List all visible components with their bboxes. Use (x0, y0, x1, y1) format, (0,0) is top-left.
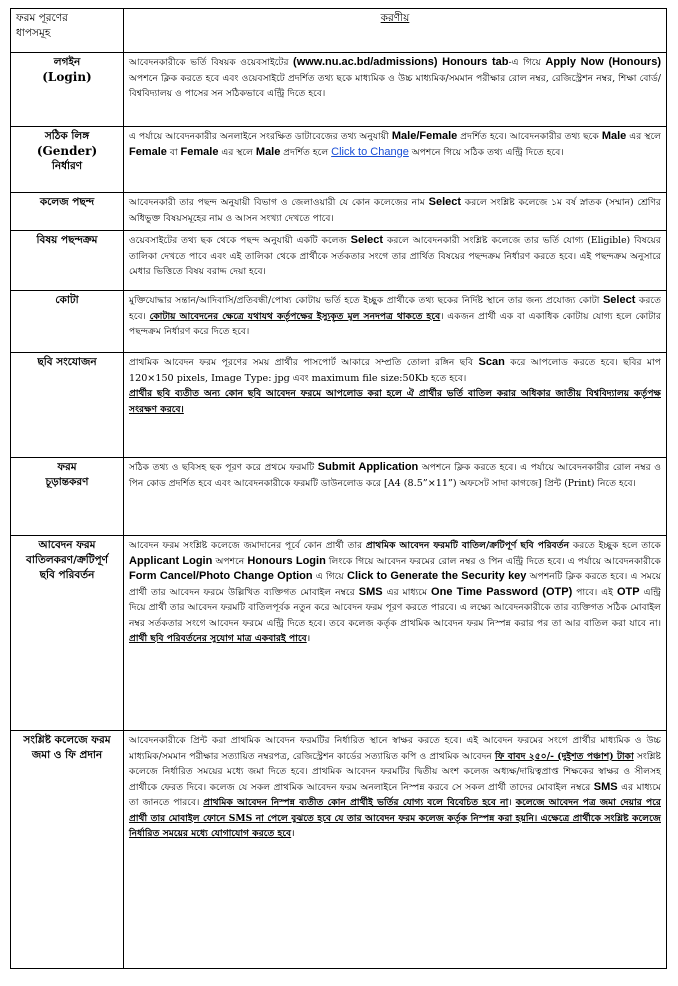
text-bold: Click to Generate the Security key (347, 570, 527, 582)
text: -এ গিয়ে (508, 57, 546, 68)
text: হতে হবে। (428, 372, 467, 384)
step-gender (11, 127, 124, 193)
text: । (291, 828, 295, 839)
text: প্রাথমিক আবেদন ফরম পূরণের সময় প্রার্থীর পাসপোর্ট আকারে সম্প্রতি তোলা রঙ্গিন ছবি (129, 357, 479, 368)
step-label-bn-2: নির্ধারণ (51, 160, 83, 172)
desc-gender (124, 127, 667, 193)
text: করলে সংশ্লিষ্ট কলেজে ১ম বর্ষ স্নাতক (সম্মান) শ্রেণির অধিভুক্ত বিষয়সমূহের নাম ও আসন সংখ্যা দেখতে পাবে। (129, 197, 661, 224)
step-photo (11, 353, 124, 458)
step-label-bn: কোটা (55, 294, 79, 306)
text: আবেদনকারী তার পছন্দ অনুযায়ী বিভাগ ও জেলাওয়ারী যে কোন কলেজের নাম (129, 197, 429, 208)
desc-cancel (124, 536, 667, 731)
text-bold-underline: প্রার্থী ছবি পরিবর্তনের সুযোগ মাত্র একবারই পাবে (129, 633, 307, 644)
text: সঠিক তথ্য ও ছবিসহ ছক পূরণ করে প্রথমে ফরমটি (129, 462, 318, 473)
text: এবং (289, 372, 312, 384)
table-row-login (11, 53, 667, 127)
text: সংশ্লিষ্ট কলেজে নির্ধারিত সময়ের মধ্যে জমা দিতে হবে। প্রাথমিক আবেদন ফরমটির দ্বিতীয় অংশ কলেজ অধ্যক্ষ/দায়িত্বপ্রাপ্ত শিক্ষকের স্বাক্ষর ও সীলসহ প্রার্থীকে ফেরত দিবে। কলেজ যে সকল প্রাথমিক আবেদন ফরম অনলাইনে নিস্পন্ন করবে সে সকল প্রার্থী তাদের মোবাইল নম্বরে (129, 750, 662, 793)
header-steps-line1: ফরম পূরণের (16, 12, 68, 24)
text: এর মাধ্যমে (382, 586, 432, 598)
desc-subject (124, 231, 667, 291)
fee-amount: ফি বাবদ ২৫০/- (দুইশত পঞ্চাশ) টাকা (495, 750, 634, 762)
step-label-bn-3: ছবি পরিবর্তন (39, 569, 95, 581)
text: প্রদর্শিত হবে। আবেদনকারীর তথ্য ছকে (457, 131, 602, 142)
text: । (508, 797, 516, 808)
text-bold: Female (180, 145, 219, 158)
header-actions (124, 9, 667, 53)
step-label-bn: আবেদন ফরম (38, 539, 96, 551)
desc-submission (124, 731, 667, 969)
text-bold: Male (255, 145, 281, 158)
desc-login (124, 53, 667, 127)
click-to-change-link[interactable]: Click to Change (331, 145, 409, 158)
step-label-en: (Gender) (36, 144, 98, 158)
text-bold-underline: কোটায় আবেদনের ক্ষেত্রে যথাযথ কর্তৃপক্ষের ইস্যুকৃত মূল সনদপত্র থাকতে হবে (149, 310, 441, 322)
step-finalize (11, 458, 124, 536)
text: । একজন প্রার্থী এক বা একাধিক কোটায় যোগ্য হলে কোটার পছন্দক্রম নির্ধারণ করে দিতে হবে। (129, 310, 662, 337)
text-bold: Submit Application (317, 461, 419, 473)
step-cancel (11, 536, 124, 731)
text-bold: Honours Login (247, 554, 326, 567)
table-row-photo (11, 353, 667, 458)
text: এর মাধ্যমে তা জানতে পারবে। (129, 781, 661, 808)
text-bold: Female (129, 145, 167, 158)
text-bold: Form Cancel/Photo Change Option (129, 570, 313, 582)
text: লিংকে গিয়ে আবেদন ফরমের রোল নম্বর ও পিন এন্ট্রি দিতে হবে। এ পর্যায়ে আবেদনকারীকে (325, 555, 661, 567)
step-quota (11, 291, 124, 353)
photo-size-spec: 120×150 pixels, Image Type: jpg (129, 372, 290, 384)
text: । (306, 633, 311, 644)
table-row-cancel (11, 536, 667, 731)
photo-filesize-spec: maximum file size:50Kb (311, 372, 429, 384)
text: অপশনে (212, 555, 248, 567)
text: এর স্থলে (626, 131, 661, 142)
step-label-bn-2: চূড়ান্তকরণ (45, 476, 89, 488)
header-actions-label: করণীয় (380, 12, 410, 24)
text: আবেদনকারীকে প্রিন্ট করা প্রাথমিক আবেদন ফরমটির নির্ধারিত স্থানে স্বাক্ষর করতে হবে। এই আবেদন ফরমের সংগে প্রার্থীর মাধ্যমিক ও উচ্চ মাধ্যমিক/সমমান পরীক্ষার সত্যায়িত নম্বরপত্র, রেজিস্ট্রেশন কার্ডের সত্যায়িত কপি ও প্রাথমিক আবেদন (129, 735, 661, 762)
step-label-bn-2: জমা ও ফি প্রদান (31, 749, 103, 761)
text-bold: SMS (358, 585, 383, 598)
text: করতে হবে। (129, 295, 661, 322)
text: অপশনে গিয়ে সঠিক তথ্য এন্ট্রি দিতে হবে। (408, 146, 564, 158)
text-bold-underline: প্রার্থীর ছবি ব্যতীত অন্য কোন ছবি আবেদন ফরমে আপলোড করা হলে ঐ প্রার্থীর ভর্তি বাতিল করার অধিকার জাতীয় বিশ্ববিদ্যালয় কর্তৃপক্ষ সংরক্ষণ করবে। (129, 388, 661, 415)
text-bold: Select (428, 196, 462, 208)
text: আবেদন ফরম সংশ্লিষ্ট কলেজে জমাদানের পূর্বে কোন প্রার্থী তার (129, 540, 366, 551)
text: করে আপলোড করতে হবে। ছবির মাপ (504, 357, 661, 368)
step-submission (11, 731, 124, 969)
step-login (11, 53, 124, 127)
text: এন্ট্রি দিয়ে প্রার্থী তার আবেদন ফরমটি বাতিলপূর্বক নতুন করে আবেদন ফরম পূরণ করতে পারবে। এ লক্ষ্যে আবেদনকারীকে তার ব্যক্তিগত সঠিক মোবাইল নম্বর সর্তকতার সংগে আবেদন ফরমে এন্ট্রি দিতে হবে। তবে কলেজ কর্তৃক প্রাথমিক আবেদন ফরম নিস্পন্ন করার পর তা আর বাতিল করা যাবে না। (129, 586, 661, 629)
desc-finalize (124, 458, 667, 536)
photo-para-2 (129, 386, 661, 417)
step-label-bn: সঠিক লিঙ্গ (44, 130, 90, 142)
step-label-bn: সংশ্লিষ্ট কলেজে ফরম (23, 734, 111, 746)
desc-photo (124, 353, 667, 458)
step-label-bn-2: বাতিলকরণ/ক্রটিপূর্ণ (26, 554, 108, 566)
text-bold: SMS (593, 780, 618, 793)
text-bold-underline: কলেজে আবেদন পত্র জমা দেয়ার পরে প্রার্থী তার মোবাইল ফোনে SMS না পেলে বুঝতে হবে যে তার আবেদন ফরম কলেজ কর্তৃক নিস্পন্ন করা হয়নি। এক্ষেত্রে প্রার্থীকে সংশ্লিষ্ট কলেজে নির্ধারিত সময়ের মধ্যে যোগাযোগ করতে হবে (129, 797, 661, 839)
text: আবেদনকারীকে ভর্তি বিষয়ক ওয়েবসাইটের (129, 57, 294, 68)
text: ওয়েবসাইটের তথ্য ছক থেকে পছন্দ অনুযায়ী একটি কলেজ (129, 235, 351, 246)
text-bold: One Time Password (OTP) (431, 585, 573, 598)
step-label-bn: কলেজ পছন্দ (39, 196, 95, 208)
table-row-gender (11, 127, 667, 193)
apply-now-option: Apply Now (Honours) (545, 56, 661, 68)
text: করতে ইচ্ছুক হলে তাকে (569, 540, 661, 551)
table-row-submission (11, 731, 667, 969)
text-bold: প্রাথমিক আবেদন ফরমটি বাতিল/ক্রটিপূর্ণ ছবি পরিবর্তন (365, 540, 570, 551)
header-steps (11, 9, 124, 53)
text: এ গিয়ে (312, 571, 348, 582)
step-label-bn: ফরম (57, 461, 77, 473)
desc-quota (124, 291, 667, 353)
text: প্রদর্শিত হলে (280, 146, 332, 158)
table-row-college (11, 193, 667, 231)
admission-steps-table (10, 8, 667, 969)
step-label-bn: লগইন (53, 56, 81, 68)
table-row-finalize (11, 458, 667, 536)
step-college (11, 193, 124, 231)
text: পাবে। এই (572, 586, 617, 598)
text: অপশনটি ক্লিক করতে হবে। এ সময়ে প্রার্থী তার আবেদন ফরমে উল্লিখিত ব্যক্তিগত মোবাইল নম্বরে (129, 571, 661, 598)
text: বা (166, 146, 181, 158)
step-label-bn: বিষয় পছন্দক্রম (36, 234, 98, 246)
table-header-row (11, 9, 667, 53)
text: অপশনে ক্লিক করতে হবে। এ পর্যায়ে আবেদনকারীর রোল নম্বর ও পিন কোড প্রদর্শিত হবে এবং আবেদনকারীকে ফরমটি ডাউনলোড করে (129, 462, 661, 489)
text-bold: Scan (478, 356, 505, 368)
text-bold: Applicant Login (129, 554, 213, 567)
header-steps-line2: ধাপসমূহ (16, 27, 51, 39)
text: মুক্তিযোদ্ধার সন্তান/আদিবাসি/প্রতিবন্ধী/পোষ্য কোটায় ভর্তি হতে ইচ্ছুক প্রার্থীকে তথ্য ছকের নির্দিষ্ট স্থানে তার জন্য প্রযোজ্য কোটা (129, 295, 603, 306)
text-bold: OTP (617, 585, 640, 598)
table-row-subject (11, 231, 667, 291)
table-row-quota (11, 291, 667, 353)
text: অফসেট সাদা কাগজে] প্রিন্ট (Print) নিতে হবে। (456, 477, 636, 489)
photo-para-1 (129, 355, 661, 386)
desc-college (124, 193, 667, 231)
text-bold-underline: প্রাথমিক আবেদন নিস্পন্ন ব্যতীত কোন প্রার্থীই ভর্তির যোগ্য বলে বিবেচিত হবে না (203, 797, 509, 808)
step-label-bn: ছবি সংযোজন (37, 356, 97, 368)
text-bold: Select (350, 234, 384, 246)
paper-size-spec: [A4 (8.5”×11”) (383, 477, 457, 489)
text: অপশনে ক্লিক করতে হবে এবং ওয়েবসাইটে প্রদর্শিত তথ্য ছকে মাধ্যমিক ও উচ্চ মাধ্যমিক/সমমান পরীক্ষার রোল নম্বর, রেজিস্ট্রেশন নম্বর, শিক্ষা বোর্ড/বিশ্ববিদ্যালয় ও পাসের সন সঠিকভাবে এন্ট্রি দিতে হবে। (129, 72, 661, 99)
text-bold: Select (602, 294, 636, 306)
text: এর স্থলে (218, 146, 256, 158)
text: করলে আবেদনকারী সংশ্লিষ্ট কলেজে তার ভর্তি যোগ্য (Eligible) বিষয়ের তালিকা দেখতে পাবে এবং এই তালিকা থেকে প্রার্থীকে সর্তকতার সংগে তার প্রার্থিত বিষয়ের পছন্দক্রম নির্ধারণ করতে হবে। এই পছন্দক্রম অনুসারে মেধার ভিত্তিতে বিষয় বরাদ্দ দেয়া হবে। (129, 235, 661, 277)
step-label-en: (Login) (42, 70, 92, 84)
admissions-url: (www.nu.ac.bd/admissions) Honours tab (293, 56, 509, 68)
text-bold: Male (601, 130, 627, 142)
step-subject (11, 231, 124, 291)
text-bold: Male/Female (391, 130, 458, 142)
text: এ পর্যায়ে আবেদনকারীর অনলাইনে সংরক্ষিত ডাটাবেজের তথ্য অনুযায়ী (129, 131, 392, 142)
